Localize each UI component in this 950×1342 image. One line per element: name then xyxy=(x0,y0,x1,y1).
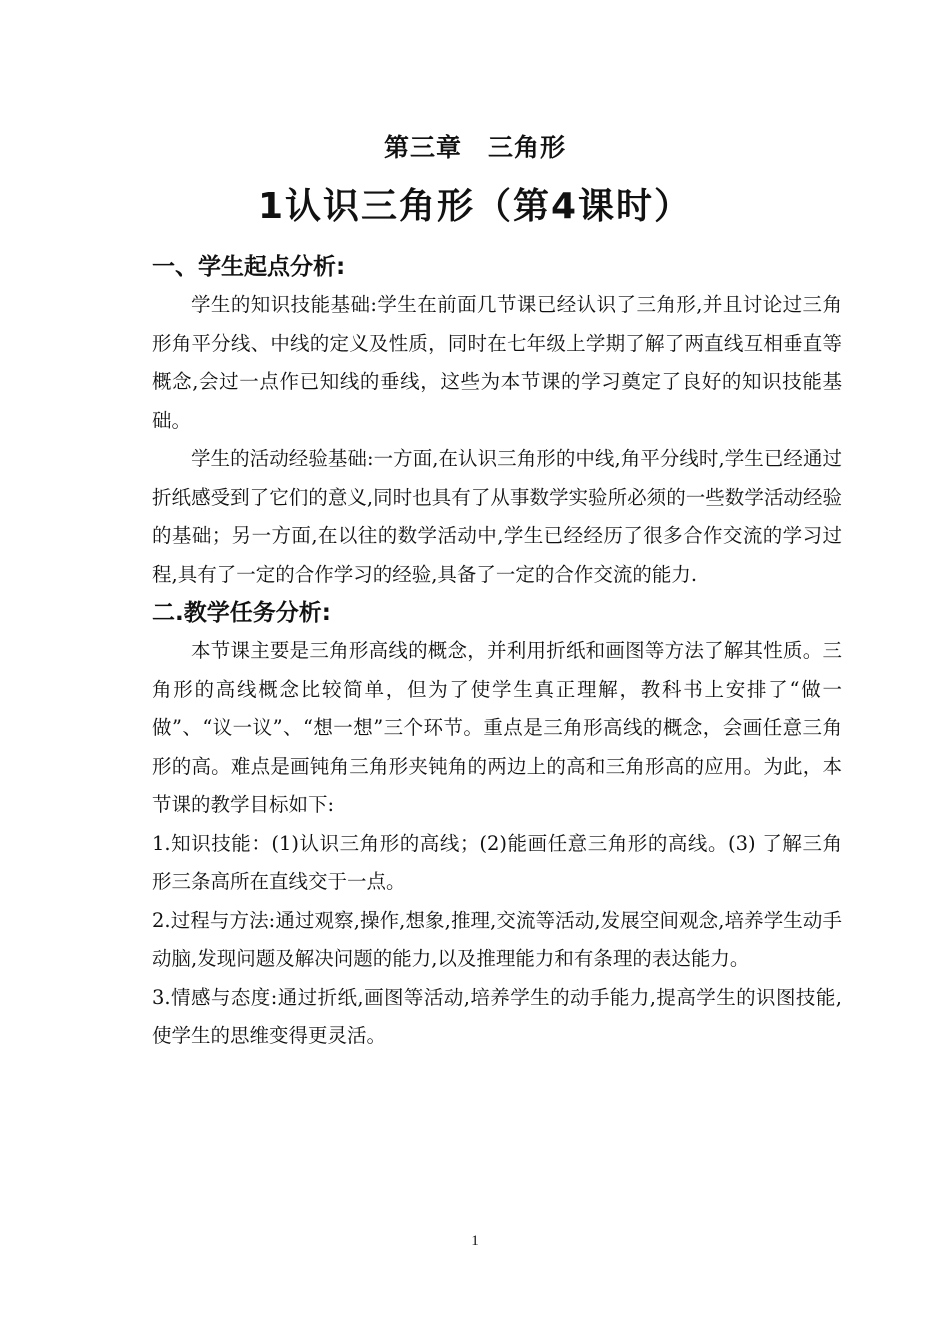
paragraph-activity-basis: 学生的活动经验基础:一方面,在认识三角形的中线,角平分线时,学生已经通过折纸感受到了它们的意义,同时也具有了从事数学实验所必须的一些数学活动经验的基础；另一方面,在以往的数学活动中,学生已经经历了很多合作交流的学习过程,具有了一定的合作学习的经验,具备了一定的合作交流的能力. xyxy=(152,447,842,586)
document-body xyxy=(152,248,842,1056)
goal-emotion-attitude: 3.情感与态度:通过折纸,画图等活动,培养学生的动手能力,提高学生的识图技能,使学生的思维变得更灵活。 xyxy=(152,985,842,1047)
lesson-title: 1认识三角形（第4课时） xyxy=(257,186,693,227)
section-heading-student-analysis: 一、学生起点分析: xyxy=(152,254,346,280)
paragraph-knowledge-basis: 学生的知识技能基础:学生在前面几节课已经认识了三角形,并且讨论过三角形角平分线、中线的定义及性质，同时在七年级上学期了解了两直线互相垂直等概念,会过一点作已知线的垂线，这些为本节课的学习奠定了良好的知识技能基础。 xyxy=(152,293,842,432)
section-heading-task-analysis: 二.教学任务分析: xyxy=(152,600,331,626)
page-number: 1 xyxy=(471,1233,479,1249)
goal-knowledge-skills: 1.知识技能：(1)认识三角形的高线；(2)能画任意三角形的高线。(3) 了解三角形三条高所在直线交于一点。 xyxy=(152,831,842,893)
chapter-title: 第三章 三角形 xyxy=(383,133,566,162)
paragraph-task-overview: 本节课主要是三角形高线的概念，并利用折纸和画图等方法了解其性质。三角形的高线概念比较简单，但为了使学生真正理解，教科书上安排了“做一做”、“议一议”、“想一想”三个环节。重点是三角形高线的概念，会画任意三角形的高。难点是画钝角三角形夹钝角的两边上的高和三角形高的应用。为此，本节课的教学目标如下: xyxy=(152,639,842,816)
goal-process-methods: 2.过程与方法:通过观察,操作,想象,推理,交流等活动,发展空间观念,培养学生动手动脑,发现问题及解决问题的能力,以及推理能力和有条理的表达能力。 xyxy=(152,908,842,970)
